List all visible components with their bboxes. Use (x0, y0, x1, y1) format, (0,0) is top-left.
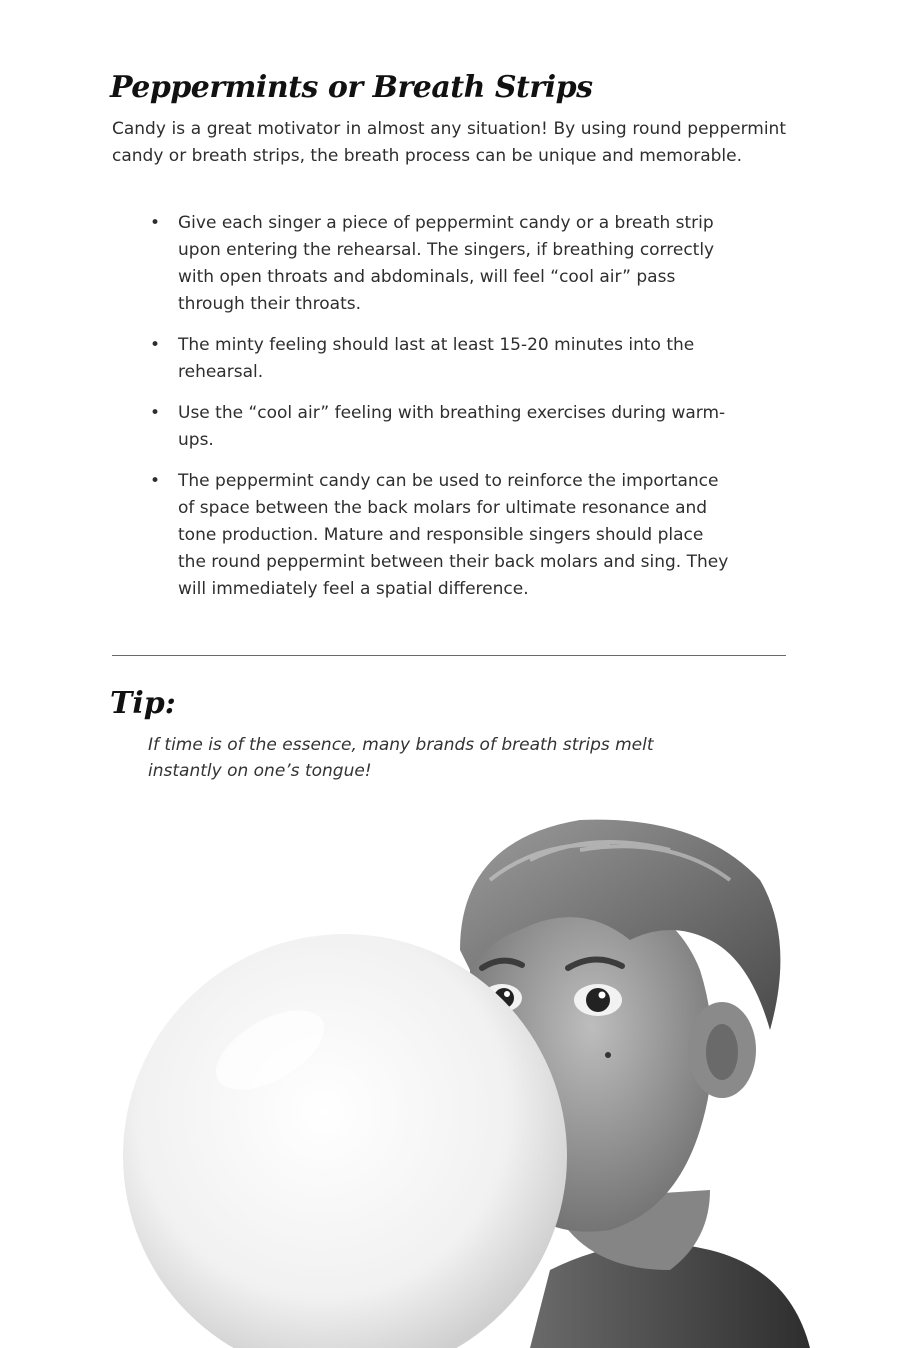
list-item (112, 400, 732, 454)
list-item-text: The minty feeling should last at least 15-20 minutes into the rehearsal. (178, 335, 695, 382)
list-item (112, 468, 732, 603)
tip-title: Tip: (110, 686, 176, 721)
tip-text: If time is of the essence, many brands of breath strips melt instantly on one’s tongue! (148, 735, 654, 781)
list-item-text: The peppermint candy can be used to reinforce the importance of space between the back molars for ultimate resonance and tone production. Mature and responsible singers should place the round peppermint between their back molars and sing. They will immediately feel a spatial difference. (178, 471, 729, 599)
list-item-text: Give each singer a piece of peppermint candy or a breath strip upon entering the rehearsal. The singers, if breathing correctly with open throats and abdominals, will feel “cool air” pass through their throats. (178, 213, 715, 314)
section-divider (112, 655, 786, 656)
bullet-icon: • (150, 471, 161, 491)
list-item (112, 210, 732, 318)
bullet-icon: • (150, 403, 161, 423)
list-item (112, 332, 732, 386)
section-title: Peppermints or Breath Strips (110, 70, 593, 105)
intro-paragraph: Candy is a great motivator in almost any situation! By using round peppermint candy or breath strips, the breath process can be unique and memorable. (112, 119, 786, 166)
list-item-text: Use the “cool air” feeling with breathing exercises during warm-ups. (178, 403, 726, 450)
bullet-icon: • (150, 213, 161, 233)
bullet-list (112, 210, 732, 617)
bullet-icon: • (150, 335, 161, 355)
boy-blowing-bubble-photo (110, 800, 900, 1348)
